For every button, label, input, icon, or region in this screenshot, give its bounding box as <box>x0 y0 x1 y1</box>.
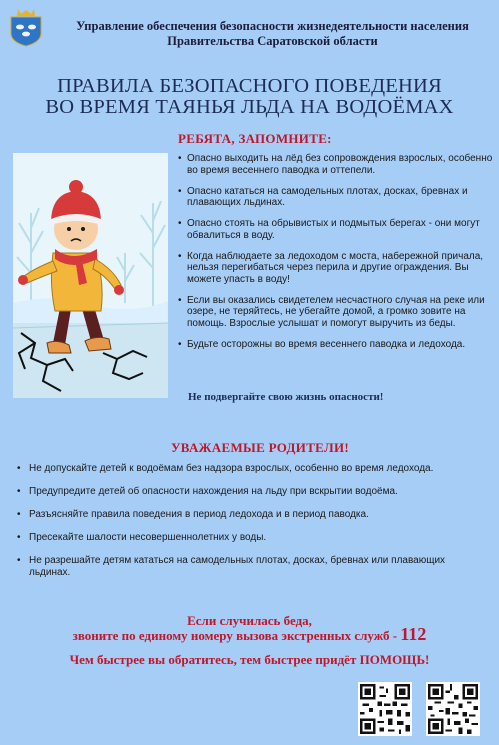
emergency-call-text: звоните по единому номеру вызова экстренных служб - <box>72 628 398 643</box>
parents-rules-list <box>17 463 487 590</box>
qr-code-icon[interactable] <box>358 682 412 736</box>
emergency-line2 <box>0 626 499 644</box>
kids-rule-item: • Если вы оказались свидетелем несчастного случая на реке или озере, не теряйтесь, не убегайте домой, а громко зовите на помощь. Взрослые услышат и помогут выручить из беды. <box>178 295 496 330</box>
poster-title-line1: ПРАВИЛА БЕЗОПАСНОГО ПОВЕДЕНИЯ <box>57 75 442 97</box>
agency-header-line1: Управление обеспечения безопасности жизнедеятельности населения <box>76 19 469 33</box>
emergency-number: 112 <box>400 624 427 644</box>
kids-rule-item: • Опасно кататься на самодельных плотах, досках, бревнах и плавающих льдинах. <box>178 186 496 209</box>
kids-rule-item: • Опасно выходить на лёд без сопровождения взрослых, особенно во время весеннего паводка и оттепели. <box>178 153 496 176</box>
parents-rule-item: • Не разрешайте детям кататься на самодельных плотах, досках, бревнах или плавающих льдинах. <box>17 555 487 578</box>
kids-rule-item: • Опасно стоять на обрывистых и подмытых берегах - они могут обвалиться в воду. <box>178 218 496 241</box>
agency-header-line2: Правительства Саратовской области <box>167 34 378 48</box>
kids-warning: Не подвергайте свою жизнь опасности! <box>188 391 384 403</box>
emergency-line1: Если случилась беда, <box>187 613 312 628</box>
agency-header <box>50 19 495 49</box>
parents-rule-item: • Предупредите детей об опасности нахождения на льду при вскрытии водоёма. <box>17 486 487 498</box>
emergency-line3: Чем быстрее вы обратитесь, тем быстрее придёт ПОМОЩЬ! <box>69 652 430 667</box>
qr-code-icon[interactable] <box>426 682 480 736</box>
poster-title <box>0 76 499 118</box>
child-on-ice-illustration <box>13 153 168 398</box>
kids-section-heading: РЕБЯТА, ЗАПОМНИТЕ: <box>178 131 332 146</box>
parents-rule-item: • Разъясняйте правила поведения в период ледохода и в период паводка. <box>17 509 487 521</box>
parents-rule-item: • Не допускайте детей к водоёмам без надзора взрослых, особенно во время ледохода. <box>17 463 487 475</box>
parents-section-heading: УВАЖАЕМЫЕ РОДИТЕЛИ! <box>170 440 350 455</box>
saratov-coat-of-arms-icon <box>8 7 44 47</box>
kids-rule-item: • Когда наблюдаете за ледоходом с моста, набережной причала, нельзя перегибаться через перила и другие ограждения. Вы можете упасть в воду! <box>178 251 496 286</box>
poster-title-line2: ВО ВРЕМЯ ТАЯНЬЯ ЛЬДА НА ВОДОЁМАХ <box>45 96 454 118</box>
parents-rule-item: • Пресекайте шалости несовершеннолетних у воды. <box>17 532 487 544</box>
kids-rule-item: • Будьте осторожны во время весеннего паводка и ледохода. <box>178 339 496 351</box>
kids-rules-list <box>178 153 496 360</box>
